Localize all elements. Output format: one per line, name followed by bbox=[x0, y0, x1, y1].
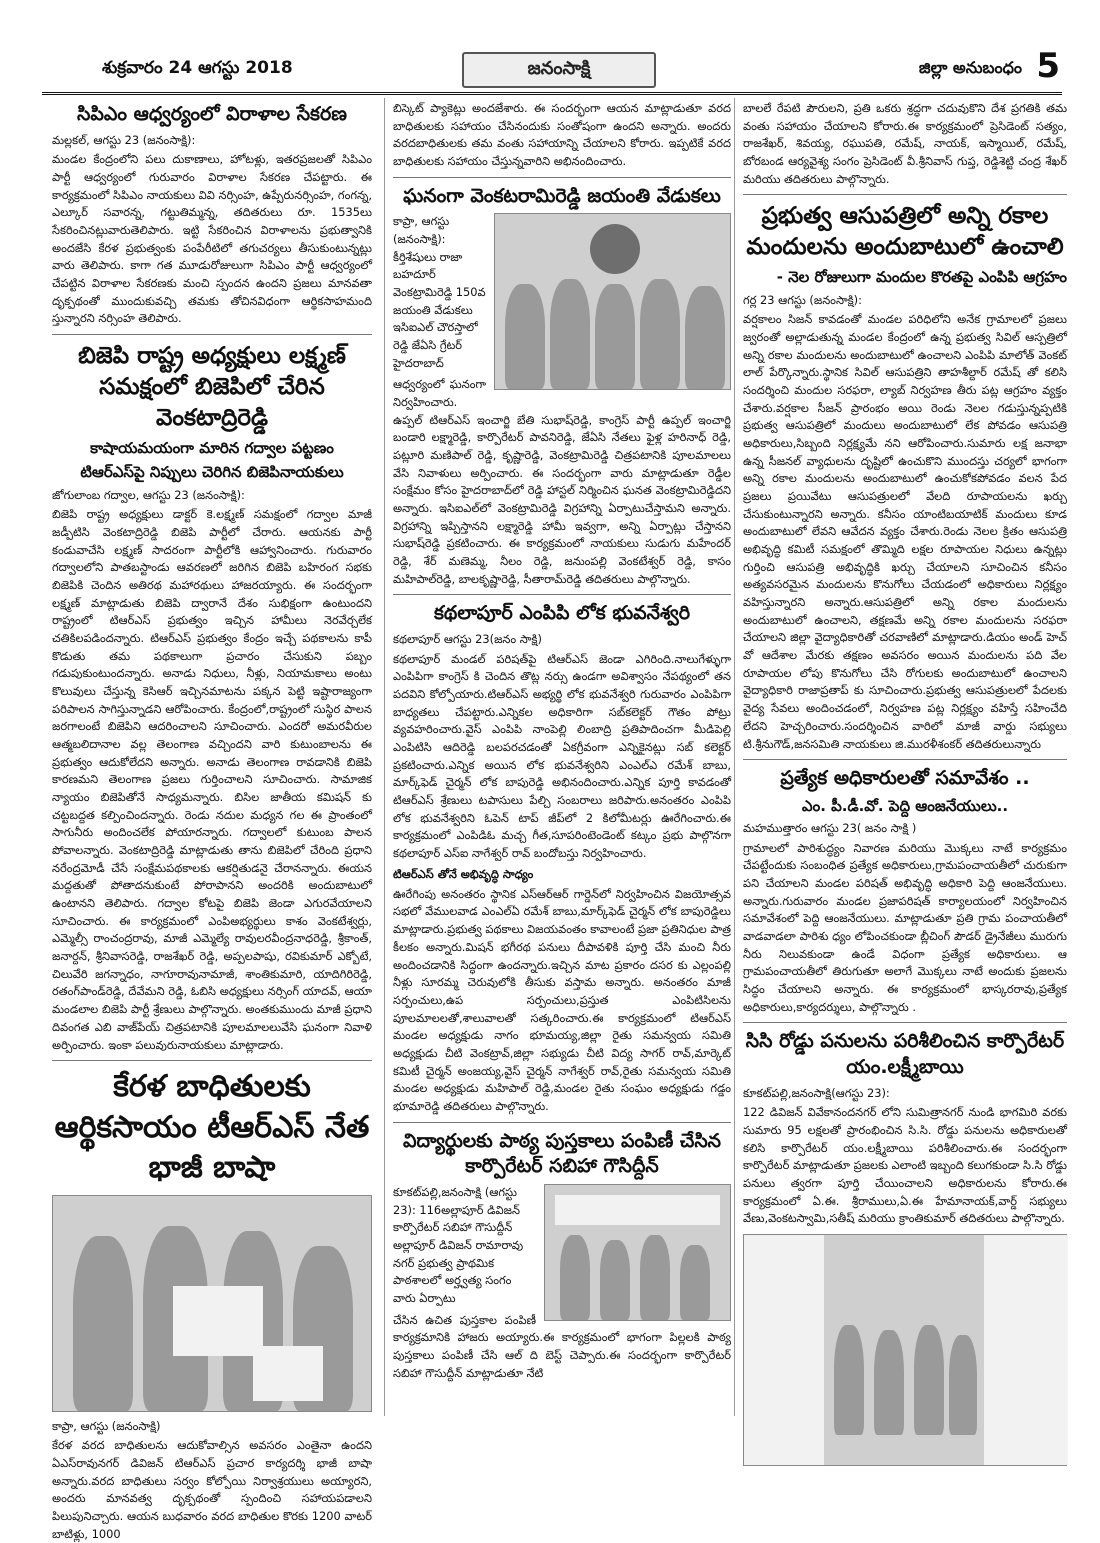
article-kerala-continued: బిస్కెట్ ప్యాకెట్లు అందజేశారు. ఈ సందర్భంగా ఆయన మాట్లాడుతూ వరద బాధితులకు సహాయం చేసినందుకు సంతోషంగా ఉందని అన్నారు. అందరు వరదబాధితులకు తమ వంతు సహాయాన్ని చేయాలని కోరారు. ఇప్పటికే వరద బాధితులకు సహాయం చేస్తున్నవారిని అభినందించారు. bbox=[393, 101, 731, 169]
issue-date: శుక్రవారం 24 ఆగస్టు 2018 bbox=[102, 58, 293, 78]
article-books-top bbox=[393, 1184, 731, 1308]
kerala-donation-photo bbox=[52, 1195, 372, 1412]
article-bjp-subtitle-2: టిఆర్ఎస్‌పై నిప్పులు చెరిగిన బిజెపినాయకులు bbox=[80, 463, 344, 482]
article-books-continued: బాలలే రేపటి పౌరులని, ప్రతి ఒకరు శ్రద్ధగా చదువుకొని దేశ ప్రగతికి తమ వంతు సహాయం చేయాలని కోరారు.ఈ కార్యక్రమంలో ప్రెసిడెంట్ సత్యం, రాజశేఖర్, శివయ్య, రఘుపతి, రమేష్, నాయక్, ఇస్మాయిల్, రమేష్, బోరబండ ఆర్యవైశ్య సంగం ప్రెసిడెంట్ వీ.శ్రీనివాస్ గుప్త, రెడ్డిశెట్టి చంద్ర శేఖర్ మరియు తదితరులు పాల్గొన్నారు. bbox=[743, 101, 1067, 186]
article-ccroad-body: 122 డివిజన్ వివేకానందనగర్ లోని సుమిత్రానగర్ నుండి భాగమిరి వరకు సుమారు 95 లక్షలతో ప్రారంభించిన సి.సి. రోడ్డు పనులను అధికారులతో కలిసి కార్పొరేటర్ యం.లక్ష్మీబాయి పరిశీలించారు.ఈ సందర్భంగా కార్పొరేటర్ మాట్లాడుతూ ప్రజలకు ఎలాంటి ఇబ్బంది కలుగకుండా సి.సి రోడ్డు పనులు త్వరగా పూర్తి చేయించాలని అధికారులను కోరారు.ఈ కార్యక్రమంలో ఏ.ఈ. శ్రీరాములు,ఏ.ఈ హేమానాయక్,వార్డ్ సభ్యులు వేణు,వెంకటస్వామి,సతీష్ మరియు క్రాంతికుమార్ తదితరులు పాల్గొన్నారు. bbox=[743, 1105, 1067, 1226]
article-kathalapur-title: కథలాపూర్ ఎంపిపి లోక భువనేశ్వరి bbox=[434, 602, 690, 625]
divider bbox=[52, 334, 372, 335]
article-kathalapur-body-2: ఊరేగింపు అనంతరం స్థానిక ఎస్ఆర్ఆర్ గార్డెన్‌లో నిర్వహించిన విజయోత్సవ సభలో వేములవాడ ఎంఎల్ఏ రమేశ్ బాబు,మార్క్‌ఫెడ్ చైర్మన్ లోక బాపురెడ్డిలు మాట్లాడారు.ప్రభుత్వ పథకాలు విజయవంతం కావాలంటే ప్రజా ప్రతినిధుల పాత్ర కీలకం అన్నారు.మిషన్ భగీరథ పనులు దీపావళికి పూర్తి చేసి మంచి నీరు అందించడానికి సిద్ధంగా ఉందన్నారు.ఇచ్చిన మాట ప్రకారం దసర కు ఎల్లంపల్లి నీళ్లు సూరమ్మ చెరువులోకి తీసుకు వస్తామ అన్నారు. అనంతరం మాజీ సర్పంచులు,ఉప సర్పంచులు,ప్రస్తుత ఎంపిటిసిలను పూలమాలలతో,శాలువాలతో సత్కరించారు.ఈ కార్యక్రమంలో టిఆర్ఎస్ మండల అధ్యక్షుడు నాగం భూమయ్య,జిల్లా రైతు సమన్వయ సమితి అధ్యక్షుడు చీటి వెంకట్రావ్,జిల్లా సభ్యుడు చీటి విద్య సాగర్ రావ్,మార్కెట్ కమిటీ చైర్మన్ అంజయ్య,వైస్ చైర్మన్ నాగేశ్వర్ రావ్,రైతు సమన్వయ సమితి మండల అధ్యక్షుడు మహిపాల్ రెడ్డి,మండల రైతు సంఘం అధ్యక్షుడు గడ్డం భూమారెడ్డి తదితరులు పాల్గొన్నారు. bbox=[393, 886, 731, 1113]
article-jayanthi-body: ఆధ్వర్యంలో ఘనంగా నిర్వహించారు. ఉప్పల్ టిఆర్ఎస్ ఇంచార్జి బేతి సుభాష్‌రెడ్డి, కాంగ్రెస్ పార్టీ ఉప్పల్ ఇంచార్జి బండారి లక్ష్మారెడ్డి, కార్పొరేటర్ పావనిరెడ్డి, జేఏసి నేతలు ఫైళ్ల హరినాధ్ రెడ్డి, పట్లూరి మణిపాల్ రెడ్డి, కృష్ణారెడ్డి, వెంకట్రామిరెడ్డి చిత్రపటానికి పూలమాలలు వేసి నివాళులు అర్పించారు. ఈ సందర్భంగా వారు మాట్లాడుతూ రెడ్డీల సంక్షేమం కోసం హైదరాబాద్‌లో రెడ్డి హాస్టల్ నిర్మించిన ఘనత వెంకట్రామిరెడ్డిదని అన్నారు. ఇసిఐఎల్‌లో వెంకట్రామిరెడ్డి విగ్రహాన్ని ఏర్పాటుచేస్తామని అన్నారు. విగ్రహాన్ని ఇప్పిస్తానని లక్ష్మారెడ్డి హామీ ఇవ్వగా, అన్ని ఏర్పాట్లు చేస్తానని సుభాష్‌రెడ్డి ప్రకటించారు. ఈ కార్యక్రమంలో నాయకులు సుడుగు మహేందర్ రెడ్డి, శేర్ మణెమ్మ, నీలం రెడ్డి, జనుంపల్లి వెంకటేశ్వర్ రెడ్డి, కాసం మహిపాల్‌రెడ్డి, బాలకృష్ణారెడ్డి, సీతారామ్‌రెడ్డి తదితరులు పాల్గొన్నారు. bbox=[393, 377, 731, 586]
section-name: జిల్లా అనుబంధం bbox=[918, 58, 1022, 77]
article-meeting-title: ప్రత్యేక అధికారులతో సమావేశం .. bbox=[780, 767, 1030, 790]
article-hospital-title: ప్రభుత్వ ఆసుపత్రిలో అన్ని రకాల మందులను అందుబాటులో ఉంచాలి bbox=[746, 203, 1064, 261]
article-ccroad-dateline: కూకట్‌పల్లి,జనంసాక్షి(ఆగస్టు 23): bbox=[743, 1085, 890, 1100]
divider bbox=[743, 759, 1067, 760]
books-distribution-photo bbox=[544, 1184, 731, 1321]
article-jayanthi-intro: కాప్రా, ఆగస్టు (జనంసాక్షి): కీర్తిశేషులు రాజా బహదూర్ వెంకట్రామిరెడ్డి 150వ జయంతి వేడుకలు ఇసిఐఎల్ చౌరస్తాలో రెడ్డి జేఏసి గ్రేటర్ హైదరాబాద్ bbox=[393, 214, 486, 370]
article-hospital-subtitle: - నెల రోజులుగా మందుల కొరతపై ఎంపిపి ఆగ్రహం bbox=[776, 268, 1067, 287]
article-meeting-subtitle: ఎం. పీ.డీ.వో. పెద్ది ఆంజనేయులు.. bbox=[801, 796, 1009, 815]
page-number: 5 bbox=[1036, 46, 1060, 86]
newspaper-logo: జనంసాక్షి bbox=[462, 52, 656, 88]
divider bbox=[393, 1122, 731, 1123]
divider bbox=[743, 194, 1067, 195]
article-cpim-body: మండల కేంద్రంలోని పలు దుకాణాలు, హోటళ్లు, ఇతరప్రజలతో సిపిఎం పార్టీ ఆధ్వర్యంలో గురువారం విరాళాల సేకరణ చేపట్టారు. ఈ కార్యక్రమంలో సిపిఎం నాయకులు వివి నర్సింహ, ఉప్పేరునర్సింహ, గంగన్న, ఎల్కూర్ సవారన్న, గట్టుతిమ్మన్న, తదితరులు రూ. 1535లు సేకరించినట్లువారుతెలిపారు. ఇట్టి సేకరించిన విరాళాలను ప్రభుత్వానికి అందజేసి కేరళ ప్రభుత్వంకు పంపేరీటిలో తగుచర్యలు తీసుకుంటున్నట్లు వారు తెలిపారు. కాగా గత మూడురోజులుగా సిపిఎం పార్టీ ఆధ్వర్యంలో చేపట్టిన విరాళాల సేకరణకు మంచి స్పందన ఉందని ప్రజలు మానవతా దృక్పథంతో ముందుకువచ్చి తమకు తోచినవిధంగా ఆర్థికసాహమంది స్తున్నారని నర్సింహ తెలిపారు. bbox=[52, 152, 372, 326]
article-kathalapur-subhead: టిఆర్ఎస్ తోనే అభివృద్ధి సాధ్యం bbox=[393, 866, 534, 881]
article-bjp-subtitle-1: కాషాయమయంగా మారిన గద్వాల పట్టణం bbox=[90, 439, 334, 458]
article-hospital-dateline: గర్ల 23 ఆగస్టు (జనంసాక్షి): bbox=[743, 292, 862, 307]
article-meeting-body: గ్రామాలలో పారిశుద్ధ్యం నివారణ మరియు మొక్కలు నాటే కార్యక్రమం చేపట్టేందుకు సంబంధిత ప్రత్యేక అధికారులు,గ్రామపంచాయతీలో చురుకుగా పని చేయాలని మండల పరిషత్ అభివృద్ధి అధికారి పెద్ది ఆంజనేయులు. అన్నారు.గురువారం మండల ప్రజాపరిషత్ కార్యాలయంలో నిర్వహించిన సమావేశంలో పెద్ది ఆంజనేయులు. మాట్లాడుతూ ప్రతి గ్రామ పంచాయతీలో వాడవాడలా పారిశు ధ్యం లోపించకుండా బ్లీచింగ్ పౌడర్ డ్రైనేజీలు మురుగు నీరు నిలువకుండా ఉండే విధంగా ప్రత్యేక అధికారులు. ఆ గ్రామపంచాయతీలో తిరుగుతూ అలాగే మొక్కలు నాటే అందుకు ప్రజలను సిద్ధం చేయాలని అన్నారు. ఈ కార్యక్రమంలో భాస్కరరావు,ప్రత్యేక అధికారులు,కార్యదర్శులు, పాల్గొన్నారు . bbox=[743, 840, 1067, 1014]
column-2 bbox=[384, 98, 731, 1416]
article-books-title: విద్యార్థులకు పాఠ్య పుస్తకాలు పంపిణీ చేసిన కార్పొరేటర్ సబిహా గౌసిద్దీన్ bbox=[402, 1129, 722, 1178]
article-meeting-dateline: మహముత్తారం ఆగస్టు 23( జనం సాక్షి ) bbox=[743, 821, 917, 836]
cc-road-inspection-photo bbox=[743, 1234, 1067, 1466]
article-books-intro: కూకట్‌పల్లి,జనంసాక్షి (ఆగస్టు 23): 116అల్లాపూర్ డివిజన్ కార్పొరేటర్ సబిహా గౌసుద్దీన్ అల్లాపూర్ డివిజన్ రామారావు నగర్ ప్రభుత్వ ప్రాథమిక పాఠశాలలో అర్హ్వత్య సంగం వారు ఏర్పాటు bbox=[393, 1184, 524, 1305]
article-kerala-body: కేరళ వరద బాధితులను ఆదుకోవాల్సిన అవసరం ఎంతైనా ఉందని ఏఎస్‌రావునగర్ డివిజన్ టిఆర్ఎస్ ప్రచార కార్యదర్శి భాజీ బాషా అన్నారు.వరద బాధితులు సర్వం కోల్పోయి నిర్వాశ్రయులు అయ్యారని, అందరు మానవత్వ దృక్పథంతో స్పందించి సహాయపడాలని పిలుపునిచ్చారు. ఆయన బుధవారం వరద బాధితుల కొరకు 1200 వాటర్ బాటిళ్లు, 1000 bbox=[52, 1438, 372, 1541]
article-cpim-title: సిపిఎం ఆధ్వర్యంలో విరాళాల సేకరణ bbox=[77, 103, 347, 125]
article-cpim-dateline: మల్లకల్, ఆగస్టు 23 (జనంసాక్షి): bbox=[52, 132, 196, 147]
article-ccroad-title: సిసి రోడ్డు పనులను పరిశీలించిన కార్పొరేటర్ యం.లక్ష్మీబాయి bbox=[745, 1030, 1065, 1079]
article-hospital-body: వర్షకాలం సిజన్ కావడంతో మండల పరిధిలోని అనేక గ్రామాలలో ప్రజలు జ్వరంతో అల్లాడుతున్న మండల కేంద్రంలో ఉన్న ప్రభుత్వ సివిల్ ఆస్పత్రిలో అన్ని రకాల మందులను అందుబాటులో ఉంచాలని ఎంపిపి మాలోత్ వెంకట్ లాల్ పేర్కొన్నారు.స్థానిక సివిల్ ఆసుపత్రిని తాహశీల్దార్ రమేష్ తో కలిసి సందర్శించి మందుల సరఫరా, ల్యాబ్ నిర్వహణ తీరు పట్ల ఆగ్రహం వ్యక్తం చేశారు.వర్షకాల సీజన్ ప్రారంభం అయి రెండు నెలల గడుస్తున్నప్పటికి ప్రభుత్వ ఆసుపత్రిలో మందులు అందుబాటులో లేక పోవడం ఆసుపత్రి అధికారులు,సిబ్బంది నిర్లక్ష్యమే నని ఆరోపించారు.సుమారు లక్ష జనాభా ఉన్న సీజనల్ వ్యాధులను దృష్టిలో ఉంచుకొని ముందస్తు చర్యలో భాగంగా అన్ని రకాల మందులను అందుబాటులో ఉంచుకోకపోవడం వలన పేద ప్రజలు ప్రయివేటు ఆసుపత్రులలో వేలది రూపాయలను ఖర్చు చేసుకుంటున్నారని అన్నారు. కనీసం యాంటిబయాటిక్ మందులు కూడ అందుబాటులో లేవని ఆవేదన వ్యక్తం చేశారు.రెండు నెలల క్రితం ఆసుపత్రి అభివృద్ధి కమిటీ సమక్షంలో తొమ్మిది లక్షల రూపాయల నిధులు ఉన్నట్లు గుర్తించి ఆసుపత్రి అభివృద్ధికి ఖర్చు చేయాలని సూచించిన కనీసం అత్యవసరమైన మందులను కొనుగోలు చేయడంలో అధికారులు నిర్లక్ష్యం వహిస్తున్నారని అన్నారు.ఆసుపత్రిలో అన్ని రకాల మందులను అందుబాటులో ఉంచాలని, తక్షణమే అన్ని రకాల మందులను సరఫరా చేయాలని జిల్లా వైద్యాధికారితో చరవాణిలో మాట్లాడారు.డియం అండ్ హెచ్ వో ఆదేశాల మేరకు తక్షణం అవసరం అయిన మందులను పది వేల రూపాయల లోపు కొనుగోలు చేసి రోగులకు అందుబాటులో ఉంచాలని వైద్యాధికారి రాజాప్రతాప్ కు సూచించారు.ప్రభుత్వ ఆసుపత్రులలో పేదలకు వైద్య సేవలు అందించడంలో, నిర్వహణ పట్ల నిర్లక్ష్యం వహిస్తే సహించేది లేదని హెచ్చరించారు.సందర్శించిన వారిలో మాజీ వార్డు సభ్యులు టి.శ్రీనుగౌడ్,జనసమితి నాయకులు జి.మురళీశంకర్ తదితరులున్నారు bbox=[743, 312, 1067, 751]
article-jayanthi-title: ఘనంగా వెంకటరామిరెడ్డి జయంతి వేడుకలు bbox=[403, 184, 721, 207]
divider bbox=[393, 594, 731, 595]
article-kathalapur-dateline: కథలాపూర్ ఆగస్టు 23(జనం సాక్షి) bbox=[393, 632, 542, 647]
article-kerala-title: కేరళ బాధితులకు ఆర్థికసాయం టీఆర్ఎస్ నేత భాజీ బాషా bbox=[54, 1069, 370, 1186]
article-bjp-title: బిజెపి రాష్ట్ర అధ్యక్షులు లక్ష్మణ్ సమక్షంలో బిజెపిలో చేరిన వెంకటాద్రిరెడ్డి bbox=[78, 343, 346, 432]
divider bbox=[393, 177, 731, 178]
column-3 bbox=[734, 98, 1067, 1416]
jayanthi-celebration-photo bbox=[494, 213, 731, 390]
divider bbox=[52, 1060, 372, 1061]
article-kathalapur-body: కథలాపూర్ మండల్ పరిషత్‌పై టిఆర్ఎస్ జెండా ఎగిరింది.నాలుగేళ్ళుగా ఎంపిపిగా కాంగ్రెస్ కి చెందిన తొట్ల నర్సు ఉండగా అవిశ్వాసం నేపథ్యంలో తన పదవిని కోల్పోయారు.టిఆర్ఎస్ అభ్యర్థి లోక భువనేశ్వరి గురువారం ఎంపిపిగా బాధ్యతలు చేపట్టారు.ఎన్నికల అధికారిగా సబ్‌కలెక్టర్ గౌతం పోట్రు వ్యవహరించారు.వైస్ ఎంపిపి నాంపెల్లి లింబాద్రి ప్రతిపాదించగా మీడిపెల్లి ఎంపిటిసి ఆదిరెడ్డి బలపరచడంతో ఏకగ్రీవంగా ఎన్నికైనట్లు సబ్ కలెక్టర్ ప్రకటించారు.ఎన్నిక అయిన లోక భువనేశ్వరిని ఎంఎల్ఎ రమేశ్ బాబు, మార్క్‌ఫెడ్ చైర్మన్ లోక బాపురెడ్డి అభినందించారు.ఎన్నిక పూర్తి కావడంతో టిఆర్ఎస్ శ్రేణులు టపాసులు పేల్చి సంబరాలు జరిపారు.అనంతరం ఎంపిపి లోక భువనేశ్వరిని ఓపెన్ టాప్ జీప్‌లో 2 కిలోమీటర్లు ఊరేగించారు.ఈ కార్యక్రమంలో ఎంపిడిఓ మచ్చ గీత,సూపరింటెండెంట్ కట్కం ప్రభు పాల్గొనగా కథలాపూర్ ఎస్ఐ నాగేశ్వర్ రావ్ బందోబస్తు నిర్వహించారు. bbox=[393, 651, 731, 861]
article-jayanthi-top bbox=[393, 213, 731, 372]
column-1 bbox=[52, 98, 372, 1541]
article-bjp-dateline: జోగులాంబ గద్వాల, ఆగస్టు 23 (జనంసాక్షి): bbox=[52, 487, 245, 502]
page-header bbox=[42, 46, 1062, 95]
divider bbox=[743, 1022, 1067, 1023]
article-bjp-body: బిజెపి రాష్ట్ర అధ్యక్షులు డాక్టర్ కె.లక్ష్మణ్ సమక్షంలో గద్వాల మాజీ జడ్పీటిసి వెంకటాద్రిరెడ్డి బిజెపి పార్టీలో చేరారు. ఆయనకు పార్టీ కండువాచేసి లక్ష్మణ్ సాదరంగా పార్టీలోకి ఆహ్వానించారు. గురువారం గద్వాలలోని పాతబస్టాండు ఆవరణలో జరిగిన బిజెపి బహిరంగ సభకు బిజెపికి చెందిన అతిరథ మహారథులు హాజరయ్యారు. ఈ సందర్భంగా లక్ష్మణ్ మాట్లాడుతు బిజెపి ద్వారానే దేశం సుభిక్షంగా ఉంటుందని రాష్ట్రంలో టిఆర్ఎస్ ప్రభుత్వం ఇచ్చిన హామీలు నెరవేర్చలేక చతికిలపడిందన్నారు. టిఆర్ఎస్ ప్రభుత్వం కేంద్రం ఇచ్చే పథకాలను కాపీ కొడుతు తమ పథకాలుగా ప్రచారం చేసుకుని పబ్బం గడుపుకుంటుందన్నారు. అనాడు నిధులు, నీళ్లు, నియామకాలు అంటు కొలువులు చేస్తున్న కెసిఆర్ ఇచ్చినమాటను పక్కన పెట్టి ఇష్టారాజ్యంగా పరిపాలన సాగిస్తున్నాడని ఆరోపించారు. కేంద్రంలో,రాష్ట్రంలో సుస్థిర పాలన జరగాలంటే బిజెపిని ఆదరించాలని సూచించారు. ఎందరో అమరవీరుల ఆత్మబలిదానాల వల్ల తెలంగాణ వచ్చిందని వారి కుటుంబాలను ఈ ప్రభుత్వం ఆదుకోలేదని అన్నారు. అనాడు తెలంగాణ రావడానికి బిజెపి కారణమని తెలంగాణ ప్రజలు గుర్తించాలని సూచించారు. సామాజిక న్యాయం బిజెపితోనే సాధ్యమన్నారు. బిసిల జాతీయ కమిషన్ కు చట్టబద్దత కల్పించిందన్నారు. రెండు నదుల మధ్యన గల ఈ ప్రాంతంలో సాగునీరు అందించలేక పోయారన్నారు. గద్వాలలో కుటుంబ పాలన పోవాలన్నారు. వెంకటాద్రిరెడ్డి మాట్లాడుతు తాను బిజెపిలో చేరింది ప్రధాని నరేంద్రమోడీ చేసే సంక్షేమపథకాలకు ఆకర్షితుడనై చేరానన్నారు. ఈయన మద్దతుతో పోతాదనుకుంటే పోరాపానని అందరికి అందుబాటులో ఉంటానని తెలిపారు. గద్వాల కోటపై బిజెపి జెండా ఎగురవేయాలని సూచించారు. ఈ కార్యక్రమంలో ఎంపిఅభ్యర్థులు కాశం వెంకటేశ్వర్లు, ఎమ్మెల్సీ రాంచంద్రరావు, మాజీ ఎమ్మెల్యే రావులరవీంద్రనాధరెడ్డి, శ్రీకాంత్, జనార్దన్, శ్రీనివాసరెడ్డి, రాజశేఖర్ రెడ్డి, అప్పలపాషు, రవికుమార్ ఎక్బోటే, చిలువేరి జగన్నాధం, నాగూరావునామాజీ, శాంతికుమారి, యాదిగిరిరెడ్డి, రతంగ్‌పాండ్‌రెడ్డి, దేవేమని రెడ్డి, ఓబిసి అధ్యక్షులు నర్సింగ్ యాదవ్, ఆయా మండలాల బిజెపి పార్టీ శ్రేణులు పాల్గొన్నారు. అంతకుముందు మాజీ ప్రధాని దివంగత ఎబి వాజ్‌పేయ్ చిత్రపటానికి పూలమాలలువేసి ఘనంగా నివాళి అర్పించారు. ఇంకా పలువురునాయకులు మాట్లాడారు. bbox=[52, 507, 372, 1052]
article-books-body: చేసిన ఉచిత పుస్తకాల పంపిణీ కార్యక్రమానికి హాజరు అయ్యారు.ఈ కార్యక్రమంలో భాగంగా పిల్లలకి పాఠ్య పుస్తకాలు పంపిణీ చేసి ఆల్ ది బెస్ట్ చెప్పారు.ఈ సందర్భంగా కార్పొరేటర్ సబిహా గౌసుద్దీన్ మాట్లాడుతూ నేటి bbox=[393, 1312, 731, 1380]
article-kerala-dateline: కాప్రా, ఆగస్టు (జనంసాక్షి) bbox=[52, 1418, 161, 1433]
